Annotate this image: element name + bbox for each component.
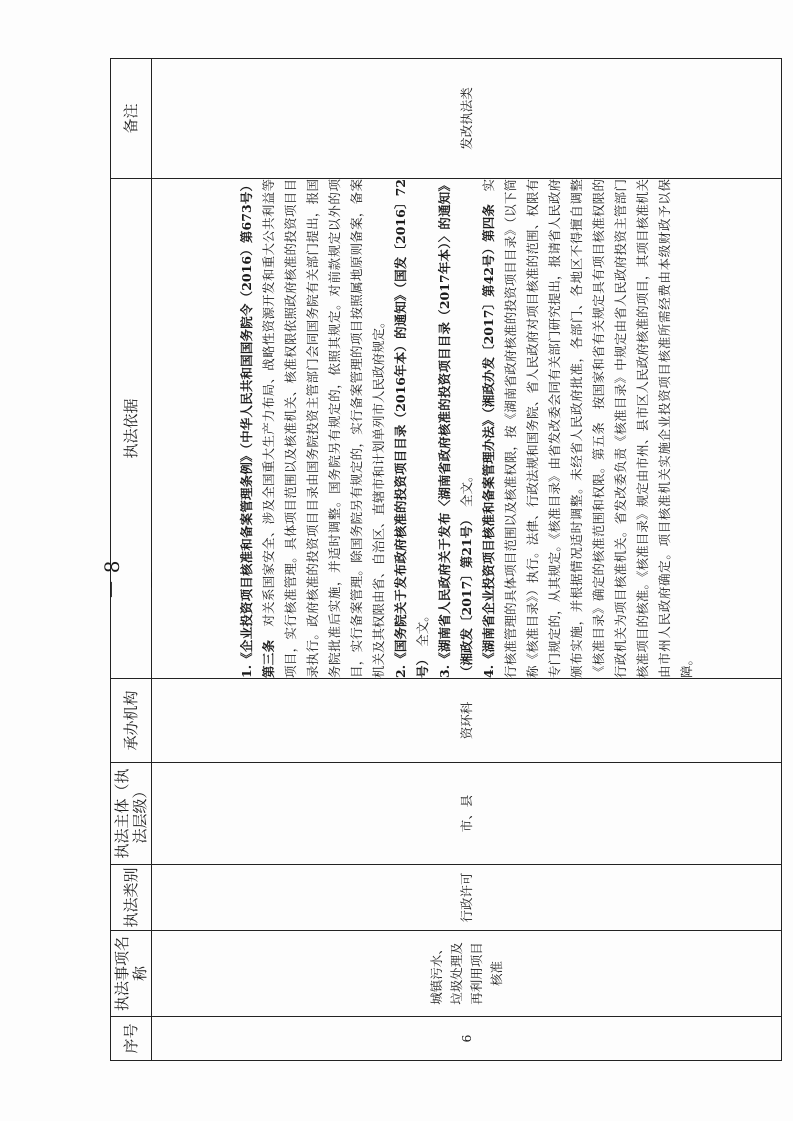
header-subject: 执法主体（执法层级） bbox=[111, 763, 152, 865]
cell-subject bbox=[152, 763, 782, 865]
cell-agency bbox=[152, 679, 782, 763]
agency-text: 资环科 bbox=[458, 701, 474, 740]
header-agency: 承办机构 bbox=[111, 679, 152, 763]
law-enforcement-table bbox=[110, 58, 782, 1061]
header-seq: 序号 bbox=[111, 1017, 152, 1061]
basis-item-1 bbox=[236, 179, 390, 678]
basis-item-4 bbox=[478, 179, 698, 678]
cell-basis bbox=[152, 179, 782, 679]
cell-remark bbox=[152, 59, 782, 179]
basis-item-1-title: 1.《企业投资项目核准和备案管理条例》（中华人民共和国国务院令（2016）第673号）第三条 bbox=[238, 179, 276, 678]
basis-item-3-title: 3.《湖南省人民政府关于发布〈湖南省政府核准的投资项目目录（2017年本）〉的通知》（湘政发〔2017〕第21号） bbox=[436, 179, 474, 678]
cell-item-name bbox=[152, 931, 782, 1017]
cell-category bbox=[152, 865, 782, 931]
basis-item-2 bbox=[390, 179, 434, 678]
basis-item-1-text: 对关系国家安全、涉及全国重大生产力布局、战略性资源开发和重大公共利益等项目，实行核准管理。具体项目范围以及核准机关、核准权限依照政府核准的投资项目目录执行。政府核准的投资项目目录由国务院投资主管部门会同国务院有关部门提出，报国务院批准后实施，并适时调整。国务院另有规定的，依照其规定。对前款规定以外的项目，实行备案管理。除国务院另有规定的，实行备案管理的项目按照属地原则备案，备案机关及其权限由省、自治区、直辖市和计划单列市人民政府规定。 bbox=[260, 179, 386, 678]
basis-item-2-title: 2.《国务院关于发布政府核准的投资项目目录（2016年本）的通知》（国发〔2016〕72号） bbox=[392, 179, 430, 678]
header-basis: 执法依据 bbox=[111, 179, 152, 679]
basis-item-4-title: 4.《湖南省企业投资项目核准和备案管理办法》（湘政办发〔2017〕第42号）第四条 bbox=[480, 204, 496, 678]
subject-text: 市、县 bbox=[458, 794, 474, 833]
header-remark: 备注 bbox=[111, 59, 152, 179]
basis-item-2-text: 全文。 bbox=[414, 609, 430, 647]
category-text: 行政许可 bbox=[458, 872, 474, 923]
rotated-table-container bbox=[110, 59, 782, 1061]
basis-item-3 bbox=[434, 179, 478, 678]
basis-item-4-text: 实行核准管理的具体项目范围以及核准权限，按《湖南省政府核准的投资项目目录》（以下简称《核准目录》）执行。法律、行政法规和国务院、省人民政府对项目核准的范围、权限有专门规定的，从其规定。《核准目录》由省发改委会同有关部门研究提出，报请省人民政府颁布实施，并根据情况适时调整。未经省人民政府批准，各部门、各地区不得擅自调整《核准目录》确定的核准范围和权限。第五条 按国家和省有关规定具有项目核准权限的行政机关为项目核准机关。省发改委负责《核准目录》中规定由省人民政府投资主管部门核准项目的核准。《核准目录》规定由市州、县市区人民政府核准的项目，其项目核准机关由市州人民政府确定。项目核准机关实施企业投资项目核准所需经费由本级财政予以保障。 bbox=[480, 179, 694, 678]
header-category: 执法类别 bbox=[111, 865, 152, 931]
remark-text: 发改执法类 bbox=[458, 87, 474, 150]
page-number: － 8 － bbox=[100, 560, 164, 600]
header-item-name: 执法事项名称 bbox=[111, 931, 152, 1017]
cell-seq: 6 bbox=[152, 1017, 782, 1061]
item-name-text: 城镇污水、垃圾处理及再利用项目核准 bbox=[428, 942, 504, 1005]
basis-item-3-text: 全文。 bbox=[458, 469, 474, 508]
table-row bbox=[152, 59, 782, 1061]
